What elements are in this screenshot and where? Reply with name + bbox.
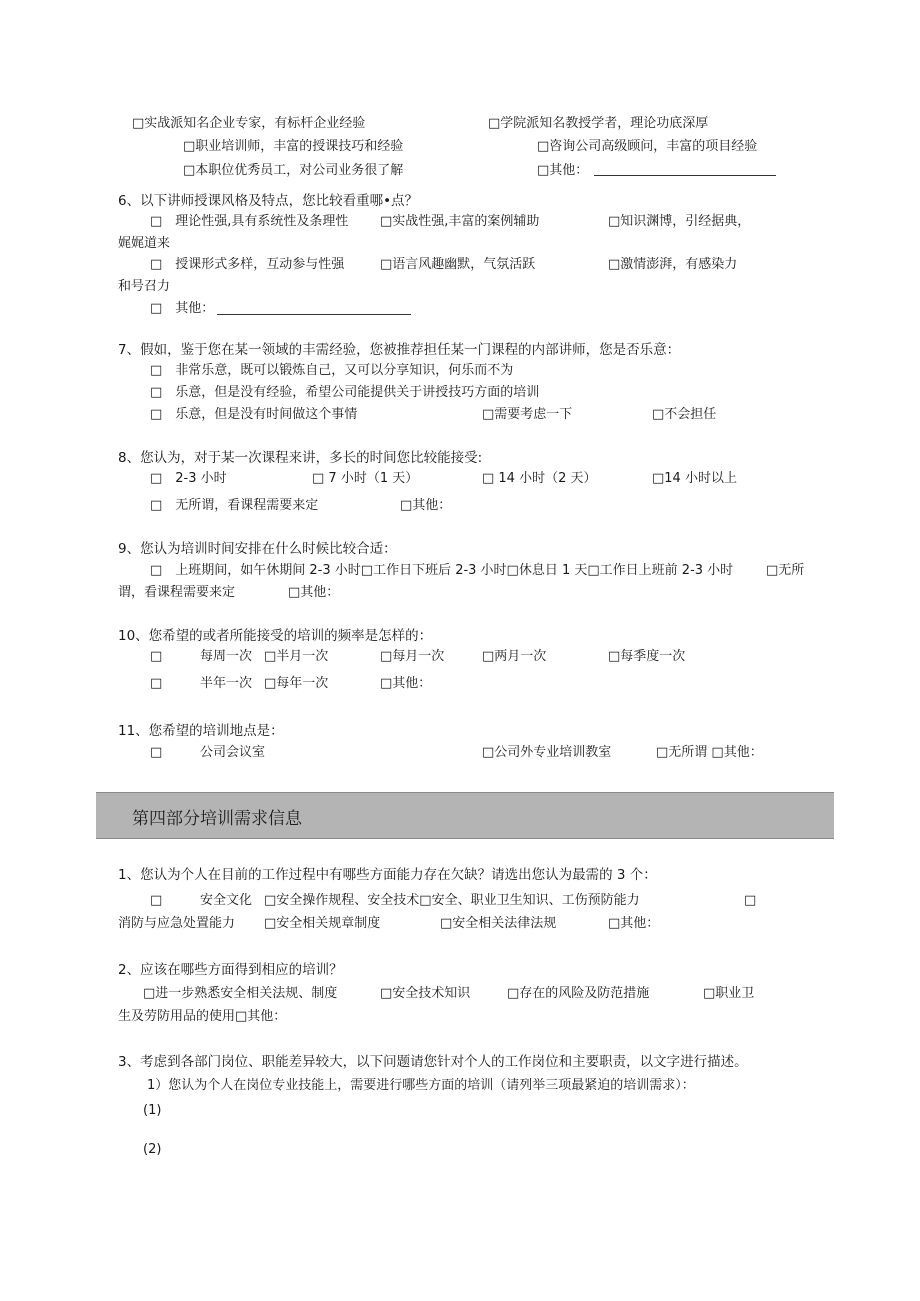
option-other[interactable]: □其他： [288, 585, 340, 600]
option-quarterly[interactable]: □每季度一次 [608, 649, 686, 664]
question-6: 6、以下讲师授课风格及特点，您比较看重哪•点？ [118, 193, 419, 209]
option-interactive[interactable]: □ 授课形式多样，互动参与性强 [150, 257, 345, 272]
option-time-slots[interactable]: □ 上班期间，如午休期间 2-3 小时□工作日下班后 2-3 小时□休息日 1 天□工作日上班前 2-3 小时 [150, 563, 734, 578]
option-fire-emergency: 消防与应急处置能力 [118, 916, 236, 931]
option-safety-laws[interactable]: □安全相关法律法规 [440, 916, 557, 931]
checkbox[interactable]: □ [150, 893, 163, 908]
option-other[interactable]: □ 其他： [150, 301, 215, 316]
question-8: 8、您认为，对于某一次课程来讲，多长的时间您比较能接受: [118, 450, 483, 466]
option-other[interactable]: □其他： [380, 676, 432, 691]
option-academic-professor[interactable]: □学院派知名教授学者，理论功底深厚 [488, 116, 709, 131]
option-willing-no-experience[interactable]: □ 乐意，但是没有经验，希望公司能提供关于讲授技巧方面的培训 [150, 385, 540, 400]
option-no-preference[interactable]: □无所 [766, 563, 805, 578]
option-occupational-health[interactable]: □职业卫 [703, 986, 755, 1001]
option-safety-procedures[interactable]: □安全操作规程、安全技术□安全、职业卫生知识、工伤预防能力 [264, 893, 640, 908]
option-other[interactable]: □其他： [608, 916, 660, 931]
option-no-preference-cont: 谓，看课程需要来定 [118, 585, 236, 600]
option-humorous[interactable]: □语言风趣幽默，气氛活跃 [380, 257, 536, 272]
option-2-3-hours[interactable]: □ 2-3 小时 [150, 471, 227, 486]
option-biweekly[interactable]: □半月一次 [264, 649, 329, 664]
option-weekly: 每周一次 [200, 649, 253, 664]
option-monthly[interactable]: □每月一次 [380, 649, 445, 664]
option-semiannual: 半年一次 [200, 676, 253, 691]
checkbox[interactable]: □ [150, 649, 163, 664]
option-annual[interactable]: □每年一次 [264, 676, 329, 691]
option-safety-rules[interactable]: □安全相关规章制度 [264, 916, 381, 931]
option-7-hours[interactable]: □ 7 小时（1 天） [312, 471, 419, 486]
option-other[interactable]: □其他： [537, 163, 589, 178]
other-fill-line[interactable] [217, 314, 411, 315]
option-internal-employee[interactable]: □本职位优秀员工，对公司业务很了解 [183, 163, 404, 178]
option-field-expert[interactable]: □实战派知名企业专家，有标杆企业经验 [132, 116, 366, 131]
option-external-classroom[interactable]: □公司外专业培训教室 [482, 745, 612, 760]
option-consulting-advisor[interactable]: □咨询公司高级顾问，丰富的项目经验 [537, 139, 758, 154]
question-10: 10、您希望的或者所能接受的培训的频率是怎样的： [118, 628, 433, 644]
s4-question-1: 1、您认为个人在目前的工作过程中有哪些方面能力存在欠缺？请选出您认为最需的 3 个： [118, 867, 657, 883]
option-professional-trainer[interactable]: □职业培训师，丰富的授课技巧和经验 [183, 139, 404, 154]
option-theory[interactable]: □ 理论性强,具有系统性及条理性 [150, 214, 349, 229]
option-willing-no-time[interactable]: □ 乐意，但是没有时间做这个事情 [150, 407, 358, 422]
option-passionate[interactable]: □激情澎湃，有感染力 [608, 257, 738, 272]
option-passionate-cont: 和号召力 [118, 279, 171, 294]
option-knowledgeable[interactable]: □知识渊博，引经据典， [608, 214, 751, 229]
option-very-willing[interactable]: □ 非常乐意，既可以锻炼自己，又可以分享知识，何乐而不为 [150, 363, 514, 378]
question-7: 7、假如，鉴于您在某一领域的丰需经验，您被推荐担任某一门课程的内部讲师，您是否乐意： [118, 342, 681, 358]
option-practical[interactable]: □实战性强,丰富的案例辅助 [380, 214, 540, 229]
option-regulations[interactable]: □进一步熟悉安全相关法规、制度 [143, 986, 338, 1001]
question-11: 11、您希望的培训地点是： [118, 723, 284, 739]
option-14-hours[interactable]: □ 14 小时（2 天） [482, 471, 597, 486]
checkbox[interactable]: □ [150, 745, 163, 760]
option-other[interactable]: □其他： [400, 498, 452, 513]
option-knowledgeable-cont: 娓娓道来 [118, 236, 171, 251]
section-banner [96, 792, 834, 839]
other-fill-line[interactable] [594, 175, 776, 176]
option-depends[interactable]: □ 无所谓，看课程需要来定 [150, 498, 319, 513]
option-risk-prevention[interactable]: □存在的风险及防范措施 [507, 986, 650, 1001]
checkbox[interactable]: □ [150, 676, 163, 691]
s4-question-2: 2、应该在哪些方面得到相应的培训？ [118, 962, 343, 978]
option-safety-tech[interactable]: □安全技术知识 [380, 986, 471, 1001]
option-bimonthly[interactable]: □两月一次 [482, 649, 547, 664]
option-meeting-room: 公司会议室 [200, 745, 266, 760]
option-14-hours-plus[interactable]: □14 小时以上 [652, 471, 737, 486]
s4-question-3: 3、考虑到各部门岗位、职能差异较大，以下问题请您针对个人的工作岗位和主要职责，以文字进行描述。 [118, 1054, 748, 1070]
option-ppe-or-other[interactable]: 生及劳防用品的使用□其他： [118, 1009, 287, 1024]
option-refuse[interactable]: □不会担任 [652, 407, 717, 422]
option-any-or-other[interactable]: □无所谓 □其他： [656, 745, 763, 760]
question-9: 9、您认为培训时间安排在什么时候比较合适： [118, 541, 397, 557]
checkbox[interactable]: □ [744, 893, 757, 908]
answer-item-1[interactable]: (1) [143, 1103, 162, 1118]
option-consider[interactable]: □需要考虑一下 [482, 407, 573, 422]
answer-item-2[interactable]: (2) [143, 1142, 162, 1157]
option-safety-culture: 安全文化 [200, 893, 253, 908]
sub-question-1: 1）您认为个人在岗位专业技能上，需要进行哪些方面的培训（请列举三项最紧迫的培训需求）： [147, 1078, 695, 1093]
section-title: 第四部分培训需求信息 [132, 809, 302, 829]
